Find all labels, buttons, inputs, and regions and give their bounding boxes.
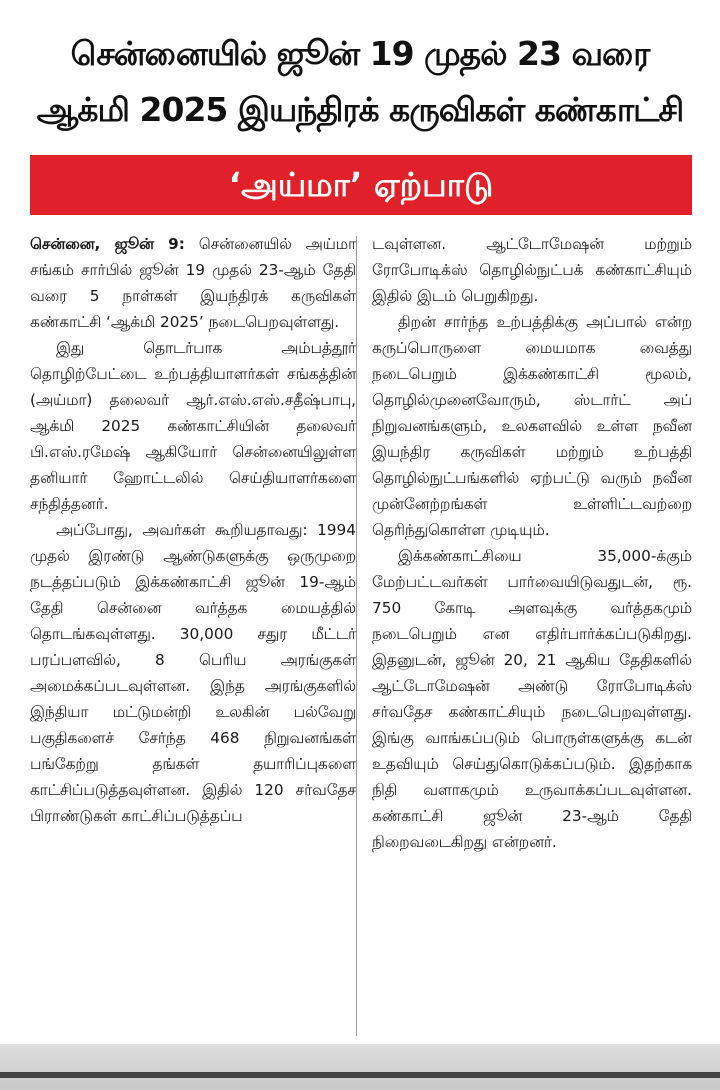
dateline: சென்னை, ஜூன் 9: [30, 235, 185, 253]
headline-line-1: சென்னையில் ஜூன் 19 முதல் 23 வரை [70, 34, 650, 73]
article-paragraph: அப்போது, அவர்கள் கூறியதாவது: 1994 முதல் இரண்டு ஆண்டுகளுக்கு ஒருமுறை நடத்தப்படும் இக்கண்காட்சி ஜூன் 19-ஆம் தேதி சென்னை வர்த்தக மையத்தில் தொடங்கவுள்ளது. 30,000 சதுர மீட்டர் பரப்பளவில், 8 பெரிய அரங்குகள் அமைக்கப்படவுள்ளன. இந்த அரங்குகளில் இந்தியா மட்டுமன்றி உலகின் பல்வேறு பகுதிகளைச் சேர்ந்த 468 நிறுவனங்கள் பங்கேற்று தங்கள் தயாரிப்புகளை காட்சிப்படுத்தவுள்ளன. இதில் 120 சர்வதேச பிராண்டுகள் காட்சிப்படுத்தப்ப [30, 521, 356, 825]
bottom-rule [0, 1072, 720, 1078]
page-bottom-edge [0, 1044, 720, 1090]
article-column-left [30, 231, 356, 829]
paragraph-text: சென்னையில் அய்மா சங்கம் சார்பில் ஜூன் 19 முதல் 23-ஆம் தேதி வரை 5 நாள்கள் இயந்திரக் கருவிகள் கண்காட்சி ‘ஆக்மி 2025’ நடைபெறவுள்ளது. [30, 235, 356, 331]
article-paragraph: இது தொடர்பாக அம்பத்தூர் தொழிற்பேட்டை உற்பத்தியாளர்கள் சங்கத்தின் (அய்மா) தலைவர் ஆர்.எஸ்.எஸ்.சதீஷ்பாபு, ஆக்மி 2025 கண்காட்சியின் தலைவர் பி.எஸ்.ரமேஷ் ஆகியோர் சென்னையிலுள்ள தனியார் ஹோட்டலில் செய்தியாளர்களை சந்தித்தனர். [30, 339, 356, 513]
article-paragraph: டவுள்ளன. ஆட்டோமேஷன் மற்றும் ரோபோடிக்ஸ் தொழில்நுட்பக் கண்காட்சியும் இதில் இடம் பெறுகிறது. [372, 235, 692, 305]
subheading-banner: ‘அய்மா’ ஏற்பாடு [30, 155, 692, 215]
headline [20, 26, 700, 138]
article-column-right [372, 231, 692, 855]
article-paragraph: இக்கண்காட்சியை 35,000-க்கும் மேற்பட்டவர்கள் பார்வையிடுவதுடன், ரூ. 750 கோடி அளவுக்கு வர்த்தகமும் நடைபெறும் என எதிர்பார்க்கப்படுகிறது. இதனுடன், ஜூன் 20, 21 ஆகிய தேதிகளில் ஆட்டோமேஷன் அண்டு ரோபோடிக்ஸ் சர்வதேச கண்காட்சியும் நடைபெறவுள்ளது. இங்கு வாங்கப்படும் பொருள்களுக்கு கடன் உதவியும் செய்துகொடுக்கப்படும். இதற்காக நிதி வளாகமும் உருவாக்கப்படவுள்ளன. கண்காட்சி ஜூன் 23-ஆம் தேதி நிறைவடைகிறது என்றனர். [372, 547, 692, 851]
headline-line-2: ஆக்மி 2025 இயந்திரக் கருவிகள் கண்காட்சி [36, 90, 684, 129]
column-divider [356, 236, 357, 1036]
article-paragraph [30, 231, 356, 335]
article-paragraph: திறன் சார்ந்த உற்பத்திக்கு அப்பால் என்ற கருப்பொருளை மையமாக வைத்து நடைபெறும் இக்கண்காட்சி மூலம், தொழில்முனைவோரும், ஸ்டார்ட் அப் நிறுவனங்களும், உலகளவில் உள்ள நவீன இயந்திர கருவிகள் மற்றும் உற்பத்தி தொழில்நுட்பங்களில் ஏற்பட்டு வரும் நவீன முன்னேற்றங்கள் உள்ளிட்டவற்றை தெரிந்துகொள்ள முடியும். [372, 313, 692, 539]
